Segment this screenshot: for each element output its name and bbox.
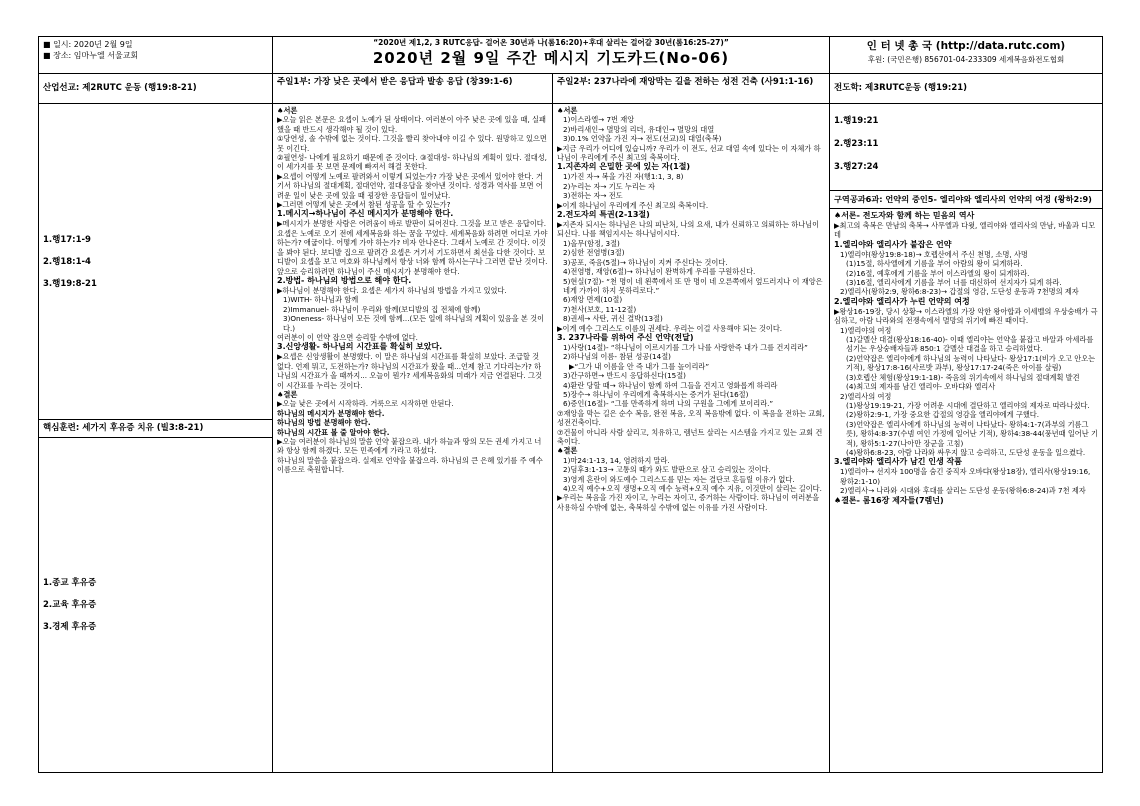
verse-item: 2.행18:1-4	[43, 256, 91, 267]
place-line: ■ 장소: 임마누엘 서울교회	[43, 51, 139, 60]
text-line: 3)전하는 자→ 전도	[563, 191, 623, 201]
industrial-mission-head: 산업선교: 제2RUTC 운동 (행19:8-21)	[39, 74, 273, 104]
text-line: ▶오늘 여러분이 하나님의 말씀 언약 붙잡으라. 내가 하늘과 땅의 모든 권세 가지고 너와 항상 함께 하겠다. 모든 민족에게 가라고 하셨다.	[277, 437, 542, 456]
ref-item: 3.행27:24	[834, 162, 879, 172]
text-line: 3)0.1% 언약을 가진 자→ 전도(선교)의 대열(축복)	[563, 134, 722, 144]
text-line: 1.엘리야와 엘리사가 붙잡은 언약	[834, 239, 952, 249]
text-line: 4)오직 예수+오직 생명+오직 예수 능력+오직 예수 지유, 이것만이 살리는 길이다.	[563, 484, 822, 494]
text-line: 2)딤후3:1-13→ 고통의 때가 와도 발판으로 삼고 승리있는 것이다.	[563, 465, 771, 475]
site-url: 인 터 넷 총 국 (http://data.rutc.com)	[866, 40, 1066, 52]
aftereffect-item: 2.교육 후유증	[43, 600, 97, 610]
aftereffect-list	[39, 438, 273, 773]
text-line: ♠결론- 롬16장 제자들(7렘넌)	[834, 495, 944, 505]
text-line: 2)심한 전염병(3절)	[563, 248, 625, 258]
text-line: 2)누리는 자→ 기도 누리는 자	[563, 181, 655, 191]
text-line: (3)16절, 엘리사에게 기름을 부어 너를 대신하여 선지자가 되게 하라.	[846, 278, 1062, 288]
text-line: 1)마24:1-13, 14, 염려하지 말라.	[563, 455, 670, 465]
text-line: 3)Oneness- 하나님이 모든 것에 함께...(모든 일에 하나님의 계획이 있음을 본 것이다.)	[283, 314, 545, 333]
text-line: ♠서론- 전도자와 함께 하는 믿음의 역사	[834, 211, 975, 220]
sunday1-column	[273, 74, 553, 773]
verse-list	[39, 104, 273, 420]
text-line: 3)간구하면→ 반드시 응답하신다(15절)	[563, 371, 686, 381]
info-cell	[39, 37, 273, 74]
text-line: 1)WITH- 하나님과 함께	[283, 295, 359, 305]
text-line: 5)장수→ 하나님이 우리에게 축복하시는 증거가 된다(16절)	[563, 389, 749, 399]
text-line: 3.신앙생활- 하나님의 시간표를 확실히 보았다.	[277, 342, 443, 352]
sunday1-body	[273, 104, 552, 477]
text-line: 2.전도자의 특권(2-13절)	[557, 210, 650, 220]
text-line: 4)전염병, 재앙(6절)→ 하나님이 완벽하게 우리를 구원하신다.	[563, 267, 756, 277]
text-line: ▶이게 예수 그리스도 이름의 권세다. 우리는 이걸 사용해야 되는 것이다.	[557, 323, 783, 333]
bank-info: 후원: (국민은행) 856701-04-233309 세계복음화전도협회	[867, 55, 1065, 64]
site-cell	[830, 37, 1103, 74]
text-line: 3)영계 혼란이 와도예수 그리스도를 믿는 자는 결단코 흔들릴 이유가 없다.	[563, 474, 795, 484]
text-line: ▶이게 하나님이 우리에게 주신 최고의 축복이다.	[557, 200, 709, 210]
text-line: 1)올무(함정, 3절)	[563, 238, 620, 248]
sunday2-body	[553, 104, 829, 514]
text-line: (1)15절, 하사엘에게 기름을 부어 아람의 왕이 되게하라.	[846, 259, 1023, 269]
text-line: 3)공포, 죽음(5절)→ 하나님이 지켜 주신다는 것이다.	[563, 257, 728, 267]
text-line: 하나님의 메시지가 분명해야 한다.	[277, 408, 385, 418]
text-line: 2)엘리사의 여정	[840, 391, 892, 401]
text-line: ⑦재앙을 막는 길은 순수 복음, 완전 복음, 오직 복음밖에 없다. 이 복음을 전하는 교회, 성전건축이다.	[557, 408, 825, 428]
text-line: 2)엘리사→ 나라와 시대와 후대를 살리는 도단성 운동(왕하6:8-24)과 7천 제자	[840, 486, 1086, 496]
text-line: ▶메시지가 분명한 사람은 어려움이 바로 발판이 되어진다. 그것을 보고 받은 응답이다. 요셉은 노예로 오기 전에 세계복음화 하는 꿈을 꾸었다. 세계복음화 하려면 어디로 가야 하는가? 애굽이다. 어떻게 가야 하는가? 비자 안나온다. 그래서 노예로 간 것이다. 이것을 봐야 된다. 보디발 집으로 팔려간 요셉은 거기서 기도하면서 최선을 다한 것이다. 보디발이 요셉을 보고 여호와 하나님께서 항상 너와 함께 하시는구나 그러면 끝난 것이다. 앞으로 승리하려면 하나님이 주신 메시지가 분명해야 한다.	[277, 219, 548, 276]
text-line: 1)사랑(14절)- “하나님이 이르시기를 그가 나를 사랑한즉 내가 그를 건지리라”	[563, 342, 808, 352]
text-line: ▶오늘 읽은 본문은 요셉이 노예가 된 상태이다. 여러분이 아주 낮은 곳에 있을 때, 실패했을 때 반드시 생각해야 될 것이 있다.	[277, 115, 546, 134]
text-line: (3)언약잡은 엘리사에게 하나님의 능력이 나타났다- 왕하4:1-7(과부의 기름그릇), 왕하4:8-37(수넴 여인 가정에 일어난 기적), 왕하4:38-44(풍년때 일어난 기적), 왕하5:1-27(나아만 장군을 고침)	[846, 419, 1098, 448]
text-line: ②필연성- 나에게 필요하기 때문에 준 것이다. ③절대성- 하나님의 계획이 있다. 절대성, 이 세가지를 못 보면 문제에 빠져서 해결 못한다.	[277, 153, 547, 172]
sunday2-column	[553, 74, 830, 773]
text-line: 3.엘리야와 엘리사가 남긴 인생 작품	[834, 457, 962, 467]
text-line: (4)왕하6:8-23, 아람 나라와 싸우지 않고 승리하고, 도단성 운동을 일으켰다.	[846, 447, 1086, 457]
text-line: 2.엘리야와 엘리사가 누린 언약의 여정	[834, 296, 970, 306]
text-line: (1)갈멜산 대결(왕상18:16-40)- 이때 엘리야는 언약을 붙잡고 바알과 아세라를 섬기는 우상숭배자들과 850:1 갈멜산 대결을 하고 승리하였다.	[846, 335, 1094, 354]
text-line: (3)호렙산 체험(왕상19:1-18)- 죽음의 위기속에서 하나님의 절대계획 발견	[846, 372, 1080, 382]
text-line: (2)언약잡은 엘리야에게 하나님의 능력이 나타났다- 왕상17:1(비가 오고 안오는 기적), 왕상17:8-16(사르밧 과부), 왕상17:17-24(죽은 아이를 살림)	[846, 353, 1096, 373]
text-line: 1)엘리야의 여정	[840, 325, 892, 335]
text-line: 1)이스라엘→ 7번 재앙	[563, 115, 635, 125]
title-cell	[273, 37, 830, 74]
text-line: (2)16절, 예후에게 기름을 부어 이스라엘의 왕이 되게하라.	[846, 268, 1030, 278]
core-training-head: 핵심훈련: 세가지 후유증 치유 (빌3:8-21)	[39, 420, 273, 438]
text-line: 6)증인(16절)- “그를 만족하게 하며 나의 구원을 그에게 보이리라.”	[563, 399, 774, 409]
text-line: 5)현실(7절)- “천 명이 네 왼쪽에서 또 만 명이 네 오른쪽에서 엎드러지나 이 재앙은 네게 가까이 하지 못하리로다.”	[563, 276, 823, 295]
text-line: 8)권세→ 사탄, 귀신 결박(13절)	[563, 314, 663, 324]
text-line: 하나님의 말씀을 붙잡으라. 실제로 언약을 붙잡으라. 하나님의 큰 은혜 있기를 주 예수 이름으로 축원합니다.	[277, 455, 543, 475]
aftereffect-item: 1.종교 후유증	[43, 578, 97, 588]
subtitle: “2020년 제1,2, 3 RUTC응답- 걸어온 30년과 나(롬16:20)+후대 살리는 걸어갈 30년(롬16:25-27)”	[373, 38, 729, 47]
ref-item: 1.행19:21	[834, 116, 879, 126]
text-line: ▶지존자 되시는 하나님은 나의 피난처, 나의 요새, 내가 신뢰하고 의뢰하는 하나님이 되신다. 나를 책임지시는 하나님이시다.	[557, 220, 820, 239]
sunday2-head: 주일2부: 237나라에 재앙막는 길을 전하는 성전 건축 (사91:1-16)	[553, 74, 829, 104]
text-line: 하나님의 시간표 볼 줄 알아야 한다.	[277, 427, 390, 437]
text-line: 2.방법- 하나님의 방법으로 해야 한다.	[277, 275, 412, 285]
text-line: 2)하나님의 이름- 참된 성공(14절)	[563, 352, 671, 362]
text-line: ⑦건물이 아니라 사람 살리고, 치유하고, 렘넌트 살리는 시스템을 가지고 있는 교회 건축이다.	[557, 427, 823, 446]
evangelism-refs	[830, 104, 1102, 190]
text-line: 2)Immanuel- 하나님이 우리와 함께(보디발의 집 전체에 함께)	[283, 304, 481, 314]
text-line: 6)재앙 면제(10절)	[563, 295, 623, 305]
text-line: 2)바리새인→ 멸망의 리더, 유대인→ 멸망의 대열	[563, 124, 715, 134]
text-line: ①당연성, 솔 수밖에 없는 것이다. 그것을 빨리 찾아내야 이길 수 있다. 원망하고 있으면 못 이긴다.	[277, 134, 547, 153]
verse-item: 3.행19:8-21	[43, 278, 97, 289]
text-line: 1.지존자의 은밀한 곳에 있는 자(1절)	[557, 162, 691, 172]
text-line: ▶지금 우리가 어디에 있습니까? 우리가 이 전도, 선교 대열 속에 있다는 이 자체가 하나님이 우리에게 주신 최고의 축복이다.	[557, 143, 821, 163]
cell-lesson-body	[830, 209, 1102, 508]
text-line: 1)엘리야(왕상19:8-18)→ 호렙산에서 주신 천명, 소명, 사명	[840, 249, 1028, 259]
text-line: ♠서론	[277, 106, 298, 115]
text-line: ▶오늘 낮은 곳에서 시작하라. 거룩으로 시작하면 안된다.	[277, 399, 454, 409]
text-line: 1.메시지→하나님이 주신 메시지가 분명해야 한다.	[277, 209, 454, 219]
verse-item: 1.행17:1-9	[43, 234, 91, 245]
text-line: ▶“그가 내 이름을 안 즉 내가 그를 높이리라”	[569, 361, 710, 371]
text-line: 1)가진 자→ 복을 가진 자(행1:1, 3, 8)	[563, 172, 684, 182]
text-line: ▶요셉이 어떻게 노예로 팔려와서 이렇게 되었는가? 가장 낮은 곳에서 있어야 한다. 거기서 하나님의 절대계획, 절대언약, 절대응답을 찾아낸 것이다. 성경과 역사를 보면 어려운 일이 낮은 곳에 있을 때 굉장한 응답들이 일어났다.	[277, 171, 543, 200]
text-line: ▶우리는 복음을 가진 자이고, 누리는 자이고, 증거하는 사람이다. 하나님이 여러분을 사용하실 수밖에 없는, 축복하실 수밖에 없는 이유를 가진 사람이다.	[557, 493, 820, 512]
text-line: ▶왕상16-19장, 당시 상황→ 이스라엘의 가장 악한 왕아합과 이세벨의 우상숭배가 극심하고, 아람 나라와의 전쟁속에서 멸망의 위기에 빠진 때이다.	[834, 306, 1098, 326]
aftereffect-item: 3.경제 후유증	[43, 622, 97, 632]
evangelism-column	[830, 104, 1103, 773]
date-line: ■ 일시: 2020년 2월 9일	[43, 40, 133, 49]
text-line: 하나님의 방법 분명해야 한다.	[277, 418, 371, 428]
text-line: ♠결론	[277, 389, 298, 399]
prayer-card-page	[38, 36, 1102, 772]
text-line: ▶하나님이 분명해야 한다. 요셉은 세가지 하나님의 방법을 가지고 있었다.	[277, 285, 507, 295]
text-line: 4)환란 당할 때→ 하나님이 함께 하여 그들을 건지고 영화롭게 하리라	[563, 380, 778, 390]
text-line: 2)엘리사(왕하2:9, 왕하6:8-23)→ 갑절의 영감, 도단성 운동과 7천명의 제자	[840, 287, 1079, 297]
text-line: (1)왕상19:19-21, 가장 어려운 시대에 결단하고 엘리야의 제자로 따라나섰다.	[846, 400, 1090, 410]
text-line: 여러분이 이 언약 잡으면 승리할 수밖에 없다.	[277, 332, 418, 342]
page-title: 2020년 2월 9일 주간 메시지 기도카드(No-06)	[372, 49, 730, 67]
text-line: ♠결론	[557, 446, 578, 456]
card-table	[38, 36, 1103, 773]
ref-item: 2.행23:11	[834, 139, 879, 149]
text-line: ♠서론	[557, 106, 578, 115]
text-line: 1)엘리야→ 선지자 100명을 숨긴 중직자 오바댜(왕상18장), 엘리사(왕상19:16, 왕하2:1-10)	[840, 467, 1091, 486]
text-line: ▶최고의 축복은 만남의 축복→ 사무엘과 다윗, 엘리야와 엘리사의 만남, 바울과 디모데	[834, 221, 1096, 240]
text-line: 3. 237나라를 위하여 주신 언약(전달)	[557, 332, 694, 342]
text-line: ▶그러면 어떻게 낮은 곳에서 참된 성공을 할 수 있는가?	[277, 200, 451, 210]
sunday1-head: 주일1부: 가장 낮은 곳에서 받은 응답과 발송 응답 (창39:1-6)	[273, 74, 552, 104]
text-line: (4)최고의 제자를 남긴 엘리야- 오바댜와 엘리사	[846, 382, 996, 392]
evangelism-head: 전도학: 제3RUTC운동 (행19:21)	[830, 74, 1103, 104]
cell-lesson-head: 구역공과6과: 언약의 중인5- 엘리야와 엘리사의 언약의 여정 (왕하2:9)	[830, 190, 1102, 209]
text-line: ▶요셉은 신앙생활이 분명했다. 이 말은 하나님의 시간표를 확실히 보았다. 조급할 것 없다. 언제 뭐고, 도전하는가? 하나님의 시간표가 왔을 때...언제 참고 기다리는가? 하나님의 시간표가 올 때까지... 오늘이 뭔가? 세계복음화의 미래가 지금 연결된다. 그것이 시간표를 누리는 것이다.	[277, 352, 542, 390]
text-line: 7)천사(보호, 11-12절)	[563, 304, 637, 314]
text-line: (2)왕하2:9-1, 가장 중요한 갑절의 영감을 엘리야에게 구했다.	[846, 410, 1040, 420]
